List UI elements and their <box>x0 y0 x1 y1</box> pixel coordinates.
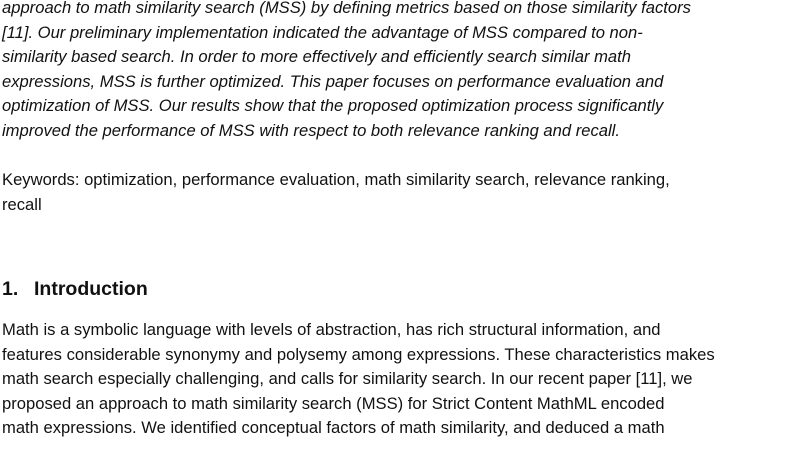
abstract-paragraph <box>2 0 691 143</box>
section-number: 1. <box>2 278 19 300</box>
introduction-line: math expressions. We identified conceptual factors of math similarity, and deduced a math <box>2 418 665 437</box>
abstract-line: optimization of MSS. Our results show that the proposed optimization process significantly <box>2 96 664 115</box>
introduction-line: math search especially challenging, and calls for similarity search. In our recent paper [11], we <box>2 369 693 388</box>
abstract-line: approach to math similarity search (MSS) by defining metrics based on those similarity factors <box>2 0 691 17</box>
abstract-line: similarity based search. In order to more effectively and efficiently search similar math <box>2 47 631 66</box>
introduction-line: proposed an approach to math similarity search (MSS) for Strict Content MathML encoded <box>2 393 665 413</box>
abstract-line: [11]. Our preliminary implementation indicated the advantage of MSS compared to non- <box>2 22 643 42</box>
section-heading <box>2 275 148 303</box>
section-title: Introduction <box>34 278 148 300</box>
abstract-line: expressions, MSS is further optimized. This paper focuses on performance evaluation and <box>2 71 664 91</box>
keywords-line: Keywords: optimization, performance evaluation, math similarity search, relevance ranking, <box>2 170 670 189</box>
keywords-line: recall <box>2 194 42 214</box>
introduction-line: features considerable synonymy and polysemy among expressions. These characteristics makes <box>2 344 715 364</box>
abstract-line: improved the performance of MSS with respect to both relevance ranking and recall. <box>2 120 620 140</box>
introduction-paragraph <box>2 318 715 441</box>
keywords-paragraph <box>2 168 670 217</box>
introduction-line: Math is a symbolic language with levels of abstraction, has rich structural information, and <box>2 320 661 339</box>
